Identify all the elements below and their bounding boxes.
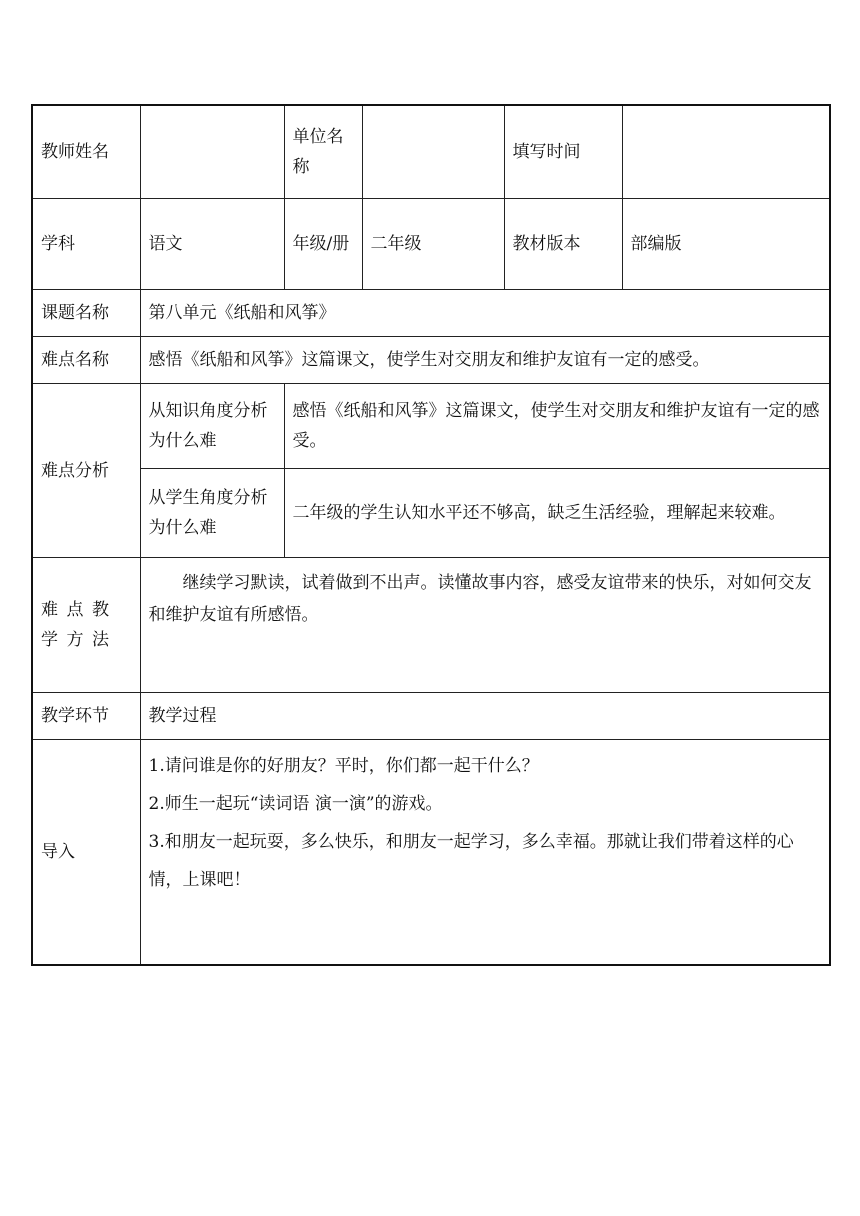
method-row: [32, 558, 830, 693]
lesson-plan-table: [31, 104, 831, 966]
method-value: 继续学习默读，试着做到不出声。读懂故事内容，感受友谊带来的快乐，对如何交友和维护友谊有所感悟。: [148, 573, 812, 625]
method-value-cell: [140, 558, 830, 693]
difficulty-row: [32, 337, 830, 384]
intro-list: [149, 747, 822, 899]
intro-item: 1.请问谁是你的好朋友？平时，你们都一起干什么？: [148, 756, 539, 776]
topic-label: 课题名称: [32, 290, 140, 337]
intro-item: 3.和朋友一起玩耍，多么快乐，和朋友一起学习，多么幸福。那就让我们带着这样的心情，上课吧！: [148, 832, 794, 890]
intro-row: [32, 740, 830, 966]
teacher-name-value: [140, 105, 284, 199]
knowledge-angle-label: 从知识角度分析为什么难: [140, 384, 284, 469]
intro-content: [140, 740, 830, 966]
lesson-plan-sheet: [31, 104, 831, 966]
difficulty-label: 难点名称: [32, 337, 140, 384]
grade-value: 二年级: [362, 199, 504, 290]
subject-value: 语文: [140, 199, 284, 290]
intro-label: 导入: [32, 740, 140, 966]
header-row: [32, 105, 830, 199]
unit-name-value: [362, 105, 504, 199]
process-header-row: [32, 693, 830, 740]
student-angle-label: 从学生角度分析为什么难: [140, 469, 284, 558]
analysis-label: 难点分析: [32, 384, 140, 558]
unit-name-label: 单位名称: [284, 105, 362, 199]
topic-value: 第八单元《纸船和风筝》: [140, 290, 830, 337]
phase-label: 教学环节: [32, 693, 140, 740]
teacher-name-label: 教师姓名: [32, 105, 140, 199]
student-angle-value: 二年级的学生认知水平还不够高，缺乏生活经验，理解起来较难。: [284, 469, 830, 558]
method-label-text: 难点教学方法: [41, 600, 118, 650]
process-label: 教学过程: [140, 693, 830, 740]
analysis-knowledge-row: [32, 384, 830, 469]
subject-row: [32, 199, 830, 290]
edition-label: 教材版本: [504, 199, 622, 290]
intro-item: 2.师生一起玩“读词语 演一演”的游戏。: [148, 794, 443, 814]
fill-time-label: 填写时间: [504, 105, 622, 199]
method-label: [32, 558, 140, 693]
knowledge-angle-value: 感悟《纸船和风筝》这篇课文，使学生对交朋友和维护友谊有一定的感受。: [284, 384, 830, 469]
difficulty-value: 感悟《纸船和风筝》这篇课文，使学生对交朋友和维护友谊有一定的感受。: [140, 337, 830, 384]
subject-label: 学科: [32, 199, 140, 290]
fill-time-value: [622, 105, 830, 199]
grade-label: 年级/册: [284, 199, 362, 290]
edition-value: 部编版: [622, 199, 830, 290]
topic-row: [32, 290, 830, 337]
analysis-student-row: [32, 469, 830, 558]
